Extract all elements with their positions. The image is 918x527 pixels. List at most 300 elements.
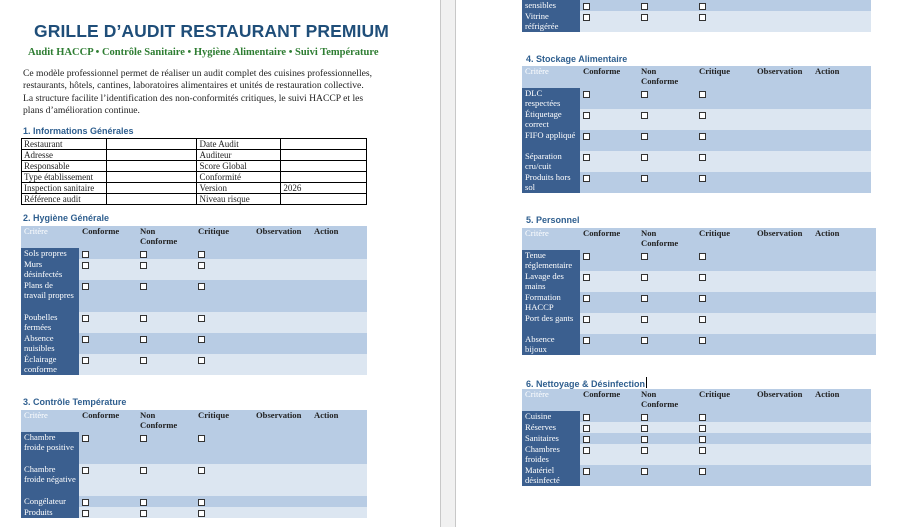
observation-cell[interactable] bbox=[754, 271, 812, 292]
action-cell[interactable] bbox=[812, 433, 871, 444]
action-cell[interactable] bbox=[311, 259, 367, 280]
checkbox-icon[interactable] bbox=[140, 499, 147, 506]
header-critique: Critique bbox=[696, 389, 754, 411]
criterion-label: FIFO appliqué bbox=[522, 130, 580, 151]
action-cell[interactable] bbox=[812, 172, 871, 193]
info-row bbox=[22, 161, 367, 172]
action-cell[interactable] bbox=[812, 292, 876, 313]
critique-cell bbox=[696, 422, 754, 433]
observation-cell[interactable] bbox=[754, 465, 812, 486]
conforme-cell bbox=[79, 259, 137, 280]
critique-cell bbox=[696, 0, 754, 11]
critique-cell bbox=[195, 248, 253, 259]
checkbox-icon[interactable] bbox=[641, 91, 648, 98]
checkbox-icon[interactable] bbox=[583, 14, 590, 21]
header-conforme: Conforme bbox=[580, 228, 638, 250]
checkbox-icon[interactable] bbox=[198, 251, 205, 258]
critique-cell bbox=[696, 109, 754, 130]
header-critere: Critère bbox=[21, 226, 79, 248]
grid-row bbox=[522, 109, 871, 130]
checkbox-icon[interactable] bbox=[198, 467, 205, 474]
checkbox-icon[interactable] bbox=[641, 295, 648, 302]
grid-row bbox=[522, 88, 871, 109]
intro-paragraph: Ce modèle professionnel permet de réaliser un audit complet des cuisines professionnelles, restaurants, hôtels, cantines, laboratoires alimentaires et unités de restauration collective. La structure facilite l’identification des non-conformités critiques, le suivi HACCP et les plans d’amélioration continue. bbox=[23, 68, 373, 116]
grid-row bbox=[522, 130, 871, 151]
checkbox-icon[interactable] bbox=[641, 447, 648, 454]
checkbox-icon[interactable] bbox=[699, 91, 706, 98]
critique-cell bbox=[195, 507, 253, 518]
criterion-label: Tenue réglementaire bbox=[522, 250, 580, 271]
info-label: Référence audit bbox=[22, 194, 107, 205]
grid-row bbox=[522, 334, 876, 355]
grid-row bbox=[522, 151, 871, 172]
action-cell[interactable] bbox=[812, 0, 871, 11]
section-heading-info: 1. Informations Générales bbox=[23, 126, 134, 136]
info-row bbox=[22, 139, 367, 150]
non-conforme-cell bbox=[137, 354, 195, 375]
action-cell[interactable] bbox=[812, 250, 876, 271]
checkbox-icon[interactable] bbox=[641, 425, 648, 432]
checkbox-icon[interactable] bbox=[583, 436, 590, 443]
info-label: Score Global bbox=[197, 161, 281, 172]
audit-grid-hygiene bbox=[21, 226, 367, 375]
action-cell[interactable] bbox=[812, 151, 871, 172]
checkbox-icon[interactable] bbox=[641, 175, 648, 182]
info-label: Niveau risque bbox=[197, 194, 281, 205]
checkbox-icon[interactable] bbox=[641, 414, 648, 421]
observation-cell[interactable] bbox=[754, 109, 812, 130]
checkbox-icon[interactable] bbox=[699, 3, 706, 10]
conforme-cell bbox=[580, 334, 638, 355]
checkbox-icon[interactable] bbox=[641, 436, 648, 443]
critique-cell bbox=[696, 465, 754, 486]
action-cell[interactable] bbox=[812, 422, 871, 433]
info-value[interactable] bbox=[281, 161, 367, 172]
checkbox-icon[interactable] bbox=[699, 274, 706, 281]
non-conforme-cell bbox=[638, 250, 696, 271]
observation-cell[interactable] bbox=[754, 313, 812, 334]
observation-cell[interactable] bbox=[754, 151, 812, 172]
page-right bbox=[456, 0, 918, 527]
conforme-cell bbox=[580, 313, 638, 334]
checkbox-icon[interactable] bbox=[641, 316, 648, 323]
info-label: Type établissement bbox=[22, 172, 107, 183]
observation-cell[interactable] bbox=[253, 259, 311, 280]
checkbox-icon[interactable] bbox=[583, 154, 590, 161]
conforme-cell bbox=[580, 151, 638, 172]
criterion-label: Éclairage conforme bbox=[21, 354, 79, 375]
section-heading-nettoyage bbox=[526, 377, 647, 389]
critique-cell bbox=[195, 312, 253, 333]
checkbox-icon[interactable] bbox=[641, 133, 648, 140]
checkbox-icon[interactable] bbox=[140, 262, 147, 269]
checkbox-icon[interactable] bbox=[583, 253, 590, 260]
checkbox-icon[interactable] bbox=[198, 510, 205, 517]
criterion-label: Chambre froide positive bbox=[21, 432, 79, 464]
criterion-label: Cuisine bbox=[522, 411, 580, 422]
observation-cell[interactable] bbox=[754, 334, 812, 355]
header-observation: Observation bbox=[253, 410, 311, 432]
header-critique: Critique bbox=[696, 228, 754, 250]
header-action: Action bbox=[311, 410, 367, 432]
checkbox-icon[interactable] bbox=[583, 316, 590, 323]
conforme-cell bbox=[79, 248, 137, 259]
critique-cell bbox=[696, 444, 754, 465]
observation-cell[interactable] bbox=[253, 248, 311, 259]
checkbox-icon[interactable] bbox=[699, 112, 706, 119]
observation-cell[interactable] bbox=[754, 172, 812, 193]
criterion-label: Matériel désinfecté bbox=[522, 465, 580, 486]
info-label: Responsable bbox=[22, 161, 107, 172]
checkbox-icon[interactable] bbox=[82, 336, 89, 343]
header-critere: Critère bbox=[522, 66, 580, 88]
observation-cell[interactable] bbox=[253, 280, 311, 312]
non-conforme-cell bbox=[137, 312, 195, 333]
header-action: Action bbox=[812, 389, 871, 411]
critique-cell bbox=[195, 496, 253, 507]
non-conforme-cell bbox=[638, 422, 696, 433]
grid-row bbox=[21, 333, 367, 354]
header-critique: Critique bbox=[195, 226, 253, 248]
observation-cell[interactable] bbox=[253, 507, 311, 518]
info-value[interactable] bbox=[106, 172, 197, 183]
observation-cell[interactable] bbox=[754, 444, 812, 465]
grid-row bbox=[522, 0, 871, 11]
header-non-conforme: Non Conforme bbox=[137, 226, 195, 248]
checkbox-icon[interactable] bbox=[583, 447, 590, 454]
conforme-cell bbox=[580, 11, 638, 32]
grid-row bbox=[21, 507, 367, 518]
observation-cell[interactable] bbox=[754, 250, 812, 271]
checkbox-icon[interactable] bbox=[583, 468, 590, 475]
checkbox-icon[interactable] bbox=[140, 435, 147, 442]
criterion-label: sensibles bbox=[522, 0, 580, 11]
grid-header-row bbox=[522, 389, 871, 411]
checkbox-icon[interactable] bbox=[198, 499, 205, 506]
conforme-cell bbox=[580, 109, 638, 130]
grid-row bbox=[21, 312, 367, 333]
document-subtitle: Audit HACCP • Contrôle Sanitaire • Hygiène Alimentaire • Suivi Température bbox=[28, 47, 379, 58]
criterion-label: Étiquetage correct bbox=[522, 109, 580, 130]
observation-cell[interactable] bbox=[754, 88, 812, 109]
checkbox-icon[interactable] bbox=[140, 336, 147, 343]
info-value[interactable] bbox=[281, 139, 367, 150]
conforme-cell bbox=[580, 444, 638, 465]
checkbox-icon[interactable] bbox=[140, 283, 147, 290]
action-cell[interactable] bbox=[311, 312, 367, 333]
criterion-label: Sanitaires bbox=[522, 433, 580, 444]
checkbox-icon[interactable] bbox=[699, 337, 706, 344]
conforme-cell bbox=[580, 0, 638, 11]
grid-row bbox=[522, 271, 876, 292]
grid-header-row bbox=[522, 228, 876, 250]
observation-cell[interactable] bbox=[754, 11, 812, 32]
header-critique: Critique bbox=[696, 66, 754, 88]
action-cell[interactable] bbox=[812, 88, 871, 109]
conforme-cell bbox=[79, 496, 137, 507]
checkbox-icon[interactable] bbox=[82, 467, 89, 474]
checkbox-icon[interactable] bbox=[82, 251, 89, 258]
checkbox-icon[interactable] bbox=[198, 262, 205, 269]
checkbox-icon[interactable] bbox=[641, 253, 648, 260]
observation-cell[interactable] bbox=[754, 0, 812, 11]
checkbox-icon[interactable] bbox=[699, 175, 706, 182]
conforme-cell bbox=[79, 354, 137, 375]
info-value[interactable] bbox=[281, 172, 367, 183]
non-conforme-cell bbox=[137, 432, 195, 464]
info-value[interactable] bbox=[106, 194, 197, 205]
checkbox-icon[interactable] bbox=[583, 425, 590, 432]
non-conforme-cell bbox=[638, 271, 696, 292]
checkbox-icon[interactable] bbox=[583, 337, 590, 344]
critique-cell bbox=[696, 151, 754, 172]
header-observation: Observation bbox=[754, 66, 812, 88]
conforme-cell bbox=[580, 250, 638, 271]
checkbox-icon[interactable] bbox=[198, 336, 205, 343]
info-value[interactable] bbox=[106, 139, 197, 150]
observation-cell[interactable] bbox=[253, 432, 311, 464]
header-observation: Observation bbox=[253, 226, 311, 248]
conforme-cell bbox=[580, 88, 638, 109]
checkbox-icon[interactable] bbox=[140, 315, 147, 322]
conforme-cell bbox=[580, 271, 638, 292]
checkbox-icon[interactable] bbox=[641, 274, 648, 281]
observation-cell[interactable] bbox=[754, 130, 812, 151]
grid-row bbox=[522, 465, 871, 486]
checkbox-icon[interactable] bbox=[82, 315, 89, 322]
criterion-label: Produits hors sol bbox=[522, 172, 580, 193]
critique-cell bbox=[696, 271, 754, 292]
criterion-label: Plans de travail propres bbox=[21, 280, 79, 312]
checkbox-icon[interactable] bbox=[140, 467, 147, 474]
critique-cell bbox=[195, 432, 253, 464]
non-conforme-cell bbox=[638, 130, 696, 151]
checkbox-icon[interactable] bbox=[641, 337, 648, 344]
checkbox-icon[interactable] bbox=[699, 316, 706, 323]
audit-grid-temperature-continued bbox=[522, 0, 871, 32]
section-heading-hygiene: 2. Hygiène Générale bbox=[23, 213, 110, 223]
criterion-label: Chambres froides bbox=[522, 444, 580, 465]
action-cell[interactable] bbox=[311, 280, 367, 312]
criterion-label: Réserves bbox=[522, 422, 580, 433]
action-cell[interactable] bbox=[311, 432, 367, 464]
action-cell[interactable] bbox=[311, 354, 367, 375]
action-cell[interactable] bbox=[812, 109, 871, 130]
non-conforme-cell bbox=[638, 172, 696, 193]
checkbox-icon[interactable] bbox=[140, 510, 147, 517]
info-label: Restaurant bbox=[22, 139, 107, 150]
checkbox-icon[interactable] bbox=[699, 133, 706, 140]
checkbox-icon[interactable] bbox=[82, 283, 89, 290]
critique-cell bbox=[696, 250, 754, 271]
checkbox-icon[interactable] bbox=[82, 435, 89, 442]
info-row bbox=[22, 194, 367, 205]
info-value[interactable]: 2026 bbox=[281, 183, 367, 194]
checkbox-icon[interactable] bbox=[198, 357, 205, 364]
header-critique: Critique bbox=[195, 410, 253, 432]
action-cell[interactable] bbox=[311, 496, 367, 507]
checkbox-icon[interactable] bbox=[583, 3, 590, 10]
non-conforme-cell bbox=[638, 292, 696, 313]
checkbox-icon[interactable] bbox=[699, 425, 706, 432]
checkbox-icon[interactable] bbox=[583, 133, 590, 140]
checkbox-icon[interactable] bbox=[699, 468, 706, 475]
checkbox-icon[interactable] bbox=[82, 262, 89, 269]
critique-cell bbox=[696, 334, 754, 355]
action-cell[interactable] bbox=[812, 130, 871, 151]
section-heading-temperature: 3. Contrôle Température bbox=[23, 397, 127, 407]
non-conforme-cell bbox=[638, 433, 696, 444]
conforme-cell bbox=[79, 333, 137, 354]
checkbox-icon[interactable] bbox=[699, 447, 706, 454]
critique-cell bbox=[195, 280, 253, 312]
conforme-cell bbox=[580, 411, 638, 422]
header-non-conforme: Non Conforme bbox=[638, 228, 696, 250]
checkbox-icon[interactable] bbox=[198, 315, 205, 322]
non-conforme-cell bbox=[638, 334, 696, 355]
checkbox-icon[interactable] bbox=[699, 295, 706, 302]
info-label: Auditeur bbox=[197, 150, 281, 161]
checkbox-icon[interactable] bbox=[82, 357, 89, 364]
critique-cell bbox=[195, 354, 253, 375]
header-action: Action bbox=[311, 226, 367, 248]
checkbox-icon[interactable] bbox=[583, 91, 590, 98]
checkbox-icon[interactable] bbox=[699, 436, 706, 443]
critique-cell bbox=[696, 130, 754, 151]
checkbox-icon[interactable] bbox=[140, 251, 147, 258]
info-label: Date Audit bbox=[197, 139, 281, 150]
info-label: Conformité bbox=[197, 172, 281, 183]
grid-row bbox=[522, 250, 876, 271]
critique-cell bbox=[195, 333, 253, 354]
critique-cell bbox=[195, 464, 253, 496]
observation-cell[interactable] bbox=[754, 411, 812, 422]
checkbox-icon[interactable] bbox=[641, 154, 648, 161]
info-value[interactable] bbox=[281, 194, 367, 205]
non-conforme-cell bbox=[638, 109, 696, 130]
checkbox-icon[interactable] bbox=[699, 154, 706, 161]
observation-cell[interactable] bbox=[754, 433, 812, 444]
info-value[interactable] bbox=[106, 150, 197, 161]
critique-cell bbox=[696, 292, 754, 313]
info-value[interactable] bbox=[106, 161, 197, 172]
criterion-label: Poubelles fermées bbox=[21, 312, 79, 333]
checkbox-icon[interactable] bbox=[699, 14, 706, 21]
criterion-label: Séparation cru/cuit bbox=[522, 151, 580, 172]
non-conforme-cell bbox=[137, 496, 195, 507]
checkbox-icon[interactable] bbox=[583, 274, 590, 281]
observation-cell[interactable] bbox=[253, 312, 311, 333]
checkbox-icon[interactable] bbox=[641, 3, 648, 10]
audit-grid-personnel bbox=[522, 228, 876, 355]
info-label: Adresse bbox=[22, 150, 107, 161]
info-label: Version bbox=[197, 183, 281, 194]
action-cell[interactable] bbox=[311, 333, 367, 354]
observation-cell[interactable] bbox=[754, 292, 812, 313]
section-heading-stockage: 4. Stockage Alimentaire bbox=[526, 54, 628, 64]
non-conforme-cell bbox=[638, 444, 696, 465]
checkbox-icon[interactable] bbox=[641, 112, 648, 119]
action-cell[interactable] bbox=[812, 313, 876, 334]
checkbox-icon[interactable] bbox=[82, 499, 89, 506]
conforme-cell bbox=[580, 172, 638, 193]
info-value[interactable] bbox=[106, 183, 197, 194]
non-conforme-cell bbox=[638, 151, 696, 172]
conforme-cell bbox=[79, 464, 137, 496]
header-non-conforme: Non Conforme bbox=[638, 66, 696, 88]
action-cell[interactable] bbox=[812, 444, 871, 465]
grid-row bbox=[522, 11, 871, 32]
grid-row bbox=[522, 422, 871, 433]
action-cell[interactable] bbox=[311, 507, 367, 518]
header-critere: Critère bbox=[522, 389, 580, 411]
checkbox-icon[interactable] bbox=[699, 414, 706, 421]
info-value[interactable] bbox=[281, 150, 367, 161]
criterion-label: Absence bijoux bbox=[522, 334, 580, 355]
checkbox-icon[interactable] bbox=[583, 295, 590, 302]
non-conforme-cell bbox=[638, 0, 696, 11]
grid-row bbox=[21, 280, 367, 312]
critique-cell bbox=[696, 88, 754, 109]
checkbox-icon[interactable] bbox=[583, 414, 590, 421]
audit-grid-stockage bbox=[522, 66, 871, 193]
action-cell[interactable] bbox=[812, 465, 871, 486]
grid-row bbox=[21, 496, 367, 507]
checkbox-icon[interactable] bbox=[198, 283, 205, 290]
checkbox-icon[interactable] bbox=[198, 435, 205, 442]
grid-row bbox=[522, 433, 871, 444]
header-conforme: Conforme bbox=[580, 389, 638, 411]
criterion-label: Port des gants bbox=[522, 313, 580, 334]
non-conforme-cell bbox=[638, 313, 696, 334]
header-observation: Observation bbox=[754, 228, 812, 250]
observation-cell[interactable] bbox=[754, 422, 812, 433]
criterion-label: Chambre froide négative bbox=[21, 464, 79, 496]
grid-row bbox=[522, 411, 871, 422]
observation-cell[interactable] bbox=[253, 496, 311, 507]
criterion-label: Lavage des mains bbox=[522, 271, 580, 292]
action-cell[interactable] bbox=[311, 464, 367, 496]
checkbox-icon[interactable] bbox=[641, 468, 648, 475]
checkbox-icon[interactable] bbox=[641, 14, 648, 21]
observation-cell[interactable] bbox=[253, 464, 311, 496]
critique-cell bbox=[696, 172, 754, 193]
checkbox-icon[interactable] bbox=[583, 112, 590, 119]
observation-cell[interactable] bbox=[253, 354, 311, 375]
action-cell[interactable] bbox=[812, 271, 876, 292]
checkbox-icon[interactable] bbox=[82, 510, 89, 517]
critique-cell bbox=[696, 11, 754, 32]
non-conforme-cell bbox=[638, 11, 696, 32]
grid-header-row bbox=[21, 410, 367, 432]
action-cell[interactable] bbox=[812, 334, 876, 355]
action-cell[interactable] bbox=[311, 248, 367, 259]
action-cell[interactable] bbox=[812, 411, 871, 422]
criterion-label: Produits bbox=[21, 507, 79, 518]
conforme-cell bbox=[79, 507, 137, 518]
checkbox-icon[interactable] bbox=[699, 253, 706, 260]
checkbox-icon[interactable] bbox=[583, 175, 590, 182]
action-cell[interactable] bbox=[812, 11, 871, 32]
header-critere: Critère bbox=[21, 410, 79, 432]
checkbox-icon[interactable] bbox=[140, 357, 147, 364]
header-action: Action bbox=[812, 66, 871, 88]
header-conforme: Conforme bbox=[79, 410, 137, 432]
conforme-cell bbox=[580, 433, 638, 444]
grid-header-row bbox=[522, 66, 871, 88]
observation-cell[interactable] bbox=[253, 333, 311, 354]
info-row bbox=[22, 172, 367, 183]
